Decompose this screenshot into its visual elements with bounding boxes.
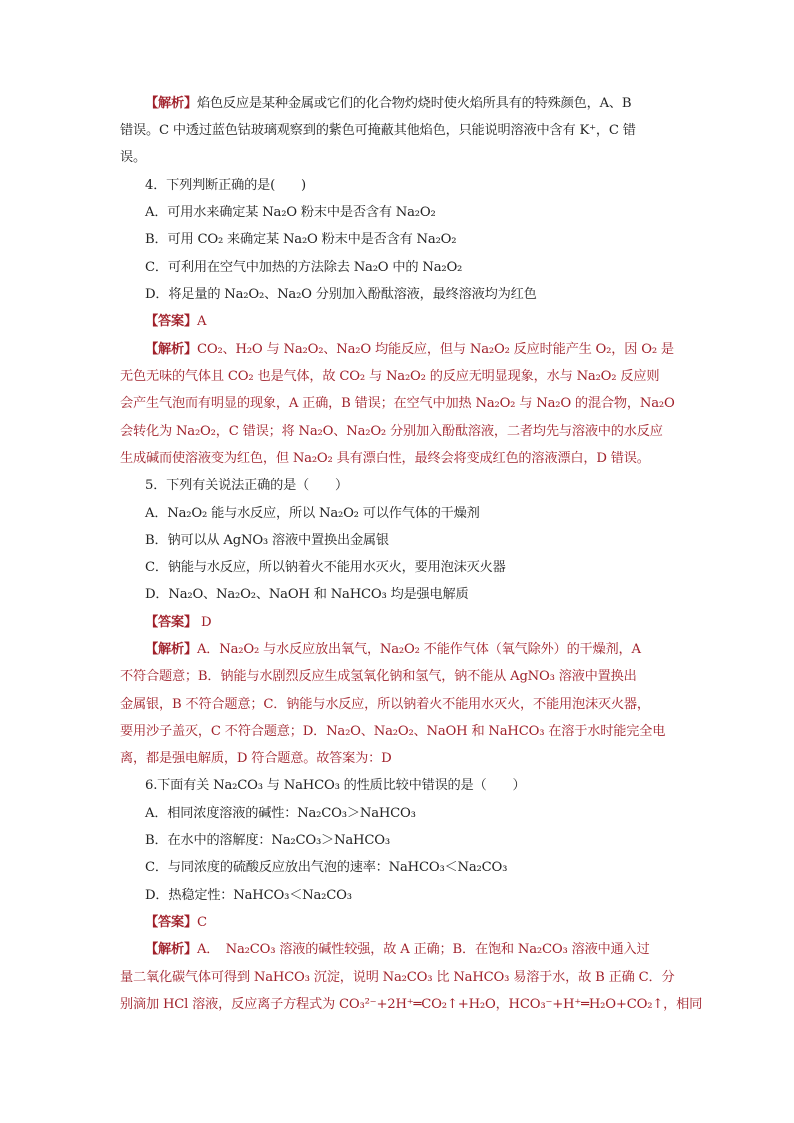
q3-analysis-line-3: 误。 (120, 150, 146, 165)
q6-answer (145, 913, 705, 933)
q4-answer-value: A (196, 314, 207, 329)
q4-analysis-line-5: 生成碱而使溶液变为红色，但 Na₂O₂ 具有漂白性，最终会将变成红色的溶液漂白，D 错误。 (120, 451, 650, 466)
q6-analysis-line-3: 别滴加 HCl 溶液，反应离子方程式为 CO₃²⁻+2H⁺═CO₂↑+H₂O，HCO₃⁻+H⁺═H₂O+CO₂↑，相同 (120, 997, 703, 1012)
q4-option-c: C．可利用在空气中加热的方法除去 Na₂O 中的 Na₂O₂ (145, 260, 463, 275)
q5-option-c: C．钠能与水反应，所以钠着火不能用水灭火，要用泡沫灭火器 (145, 560, 506, 575)
q6-option-d: D．热稳定性：NaHCO₃＜Na₂CO₃ (145, 888, 352, 903)
q6-option-b: B．在水中的溶解度：Na₂CO₃＞NaHCO₃ (145, 833, 390, 848)
analysis-label: 【解析】 (145, 342, 197, 357)
q4-stem: 4．下列判断正确的是( ) (145, 178, 306, 193)
q4-analysis-line-3: 会产生气泡而有明显的现象，A 正确，B 错误；在空气中加热 Na₂O₂ 与 Na₂O 的混合物，Na₂O (120, 396, 675, 411)
q4-analysis-line-1: 【解析】CO₂、H₂O 与 Na₂O₂、Na₂O 均能反应，但与 Na₂O₂ 反应时能产生 O₂，因 O₂ 是 (145, 342, 674, 357)
q5-analysis-line-3: 金属银，B 不符合题意；C．钠能与水反应，所以钠着火不能用水灭火，不能用泡沫灭火器， (120, 697, 650, 712)
q4-analysis-line-4: 会转化为 Na₂O₂，C 错误；将 Na₂O、Na₂O₂ 分别加入酚酞溶液，二者均先与溶液中的水反应 (120, 424, 663, 439)
q5-analysis-line-5: 离，都是强电解质，D 符合题意。故答案为：D (120, 751, 392, 766)
q4-option-a: A．可用水来确定某 Na₂O 粉末中是否含有 Na₂O₂ (145, 205, 436, 220)
q3-analysis-line-2: 错误。C 中透过蓝色钴玻璃观察到的紫色可掩蔽其他焰色，只能说明溶液中含有 K⁺，C 错 (120, 123, 636, 138)
q5-analysis-line-4: 要用沙子盖灭，C 不符合题意；D．Na₂O、Na₂O₂、NaOH 和 NaHCO₃ 在溶于水时能完全电 (120, 724, 666, 739)
q5-analysis-line-1: 【解析】A．Na₂O₂ 与水反应放出氧气，Na₂O₂ 不能作气体（氧气除外）的干燥剂，A (145, 642, 641, 657)
q6-stem: 6.下面有关 Na₂CO₃ 与 NaHCO₃ 的性质比较中错误的是（ ） (145, 778, 526, 793)
analysis-label: 【解析】 (145, 96, 197, 111)
q6-analysis-line-2: 量二氧化碳气体可得到 NaHCO₃ 沉淀，说明 Na₂CO₃ 比 NaHCO₃ 易溶于水，故 B 正确 C．分 (120, 970, 675, 985)
q6-answer-value: C (196, 915, 207, 930)
q5-answer-value: D (196, 615, 212, 630)
q5-answer (145, 613, 705, 633)
q5-stem: 5．下列有关说法正确的是（ ） (145, 478, 349, 493)
q6-option-a: A．相同浓度溶液的碱性：Na₂CO₃＞NaHCO₃ (145, 806, 416, 821)
q4-answer (145, 312, 705, 332)
answer-label: 【答案】 (145, 615, 197, 630)
q4-option-b: B．可用 CO₂ 来确定某 Na₂O 粉末中是否含有 Na₂O₂ (145, 232, 457, 247)
answer-label: 【答案】 (145, 314, 197, 329)
analysis-label: 【解析】 (145, 942, 197, 957)
q4-option-d: D．将足量的 Na₂O₂、Na₂O 分别加入酚酞溶液，最终溶液均为红色 (145, 287, 537, 302)
q5-option-b: B．钠可以从 AgNO₃ 溶液中置换出金属银 (145, 533, 389, 548)
analysis-label: 【解析】 (145, 642, 197, 657)
q6-analysis-line-1: 【解析】A． Na₂CO₃ 溶液的碱性较强，故 A 正确；B．在饱和 Na₂CO₃ 溶液中通入过 (145, 942, 650, 957)
q5-option-a: A．Na₂O₂ 能与水反应，所以 Na₂O₂ 可以作气体的干燥剂 (145, 506, 480, 521)
q6-option-c: C．与同浓度的硫酸反应放出气泡的速率：NaHCO₃＜Na₂CO₃ (145, 860, 508, 875)
q4-analysis-line-2: 无色无味的气体且 CO₂ 也是气体，故 CO₂ 与 Na₂O₂ 的反应无明显现象，水与 Na₂O₂ 反应则 (120, 369, 660, 384)
q5-analysis-line-2: 不符合题意；B．钠能与水剧烈反应生成氢氧化钠和氢气，钠不能从 AgNO₃ 溶液中置换出 (120, 669, 637, 684)
q3-analysis-line-1: 【解析】焰色反应是某种金属或它们的化合物灼烧时使火焰所具有的特殊颜色，A、B (145, 96, 632, 111)
answer-label: 【答案】 (145, 915, 197, 930)
q5-option-d: D．Na₂O、Na₂O₂、NaOH 和 NaHCO₃ 均是强电解质 (145, 587, 469, 602)
